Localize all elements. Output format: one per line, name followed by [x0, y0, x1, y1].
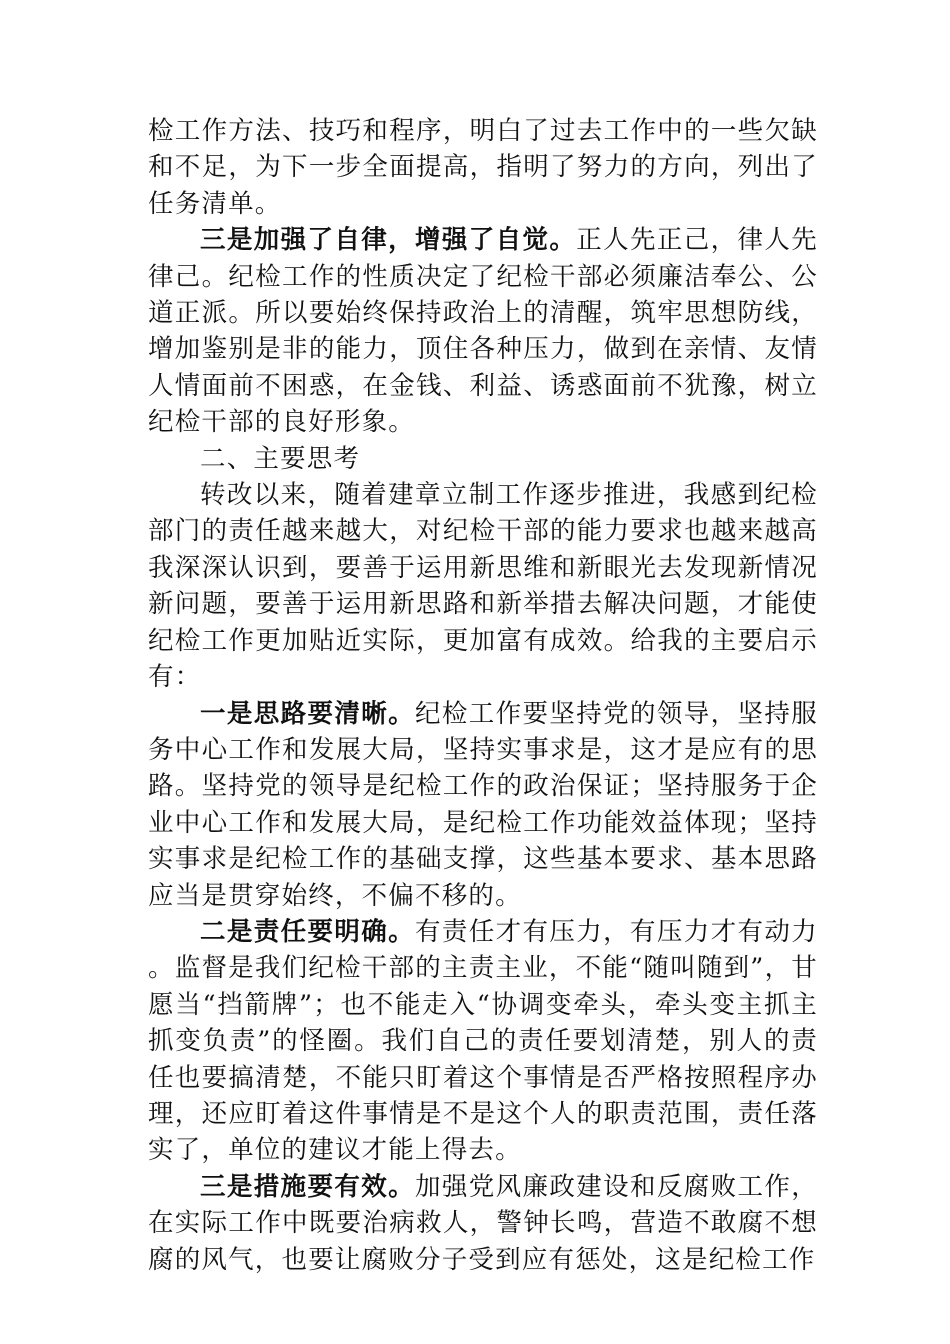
paragraph-lead-thinking: 一是思路要清晰。 — [200, 698, 416, 729]
section-heading: 二、主要思考 — [200, 443, 361, 474]
paragraph-thinking — [148, 696, 818, 914]
paragraph-text-self-discipline: 正人先正己，律人先律己。纪检工作的性质决定了纪检干部必须廉洁奉公、公道正派。所以要始终保持政治上的清醒，筑牢思想防线，增加鉴别是非的能力，顶住各种压力，做到在亲情、友情人情面前不困惑，在金钱、利益、诱惑面前不犹豫，树立纪检干部的良好形象。 — [148, 225, 818, 438]
paragraph-responsibility — [148, 914, 818, 1169]
paragraph-lead-responsibility: 二是责任要明确。 — [200, 916, 416, 947]
paragraph-text-responsibility: 有责任才有压力，有压力才有动力。监督是我们纪检干部的主责主业，不能“随叫随到”，甘愿当“挡箭牌”；也不能走入“协调变牵头，牵头变主抓主抓变负责”的怪圈。我们自己的责任要划清楚，别人的责任也要搞清楚，不能只盯着这个事情是否严格按照程序办理，还应盯着这件事情是不是这个人的职责范围，责任落实了，单位的建议才能上得去。 — [148, 916, 818, 1166]
paragraph-intro: 转改以来，随着建章立制工作逐步推进，我感到纪检部门的责任越来越大，对纪检干部的能力要求也越来越高我深深认识到，要善于运用新思维和新眼光去发现新情况新问题，要善于运用新思路和新举措去解决问题，才能使纪检工作更加贴近实际，更加富有成效。给我的主要启示有： — [148, 480, 818, 693]
paragraph-continuation: 检工作方法、技巧和程序，明白了过去工作中的一些欠缺和不足，为下一步全面提高，指明了努力的方向，列出了任务清单。 — [148, 116, 818, 219]
document-body — [148, 113, 818, 1278]
paragraph-lead-measures: 三是措施要有效。 — [200, 1171, 416, 1202]
paragraph-text-measures: 加强党风廉政建设和反腐败工作，在实际工作中既要治病救人，警钟长鸣，营造不敢腐不想腐的风气，也要让腐败分子受到应有惩处，这是纪检工作 — [148, 1171, 818, 1275]
paragraph-text-thinking: 纪检工作要坚持党的领导，坚持服务中心工作和发展大局，坚持实事求是，这才是应有的思路。坚持党的领导是纪检工作的政治保证；坚持服务于企业中心工作和发展大局，是纪检工作功能效益体现；坚持实事求是纪检工作的基础支撑，这些基本要求、基本思路应当是贯穿始终，不偏不移的。 — [148, 698, 818, 911]
paragraph-lead-self-discipline: 三是加强了自律，增强了自觉。 — [200, 225, 577, 256]
paragraph-self-discipline — [148, 222, 818, 440]
paragraph-measures — [148, 1169, 818, 1278]
